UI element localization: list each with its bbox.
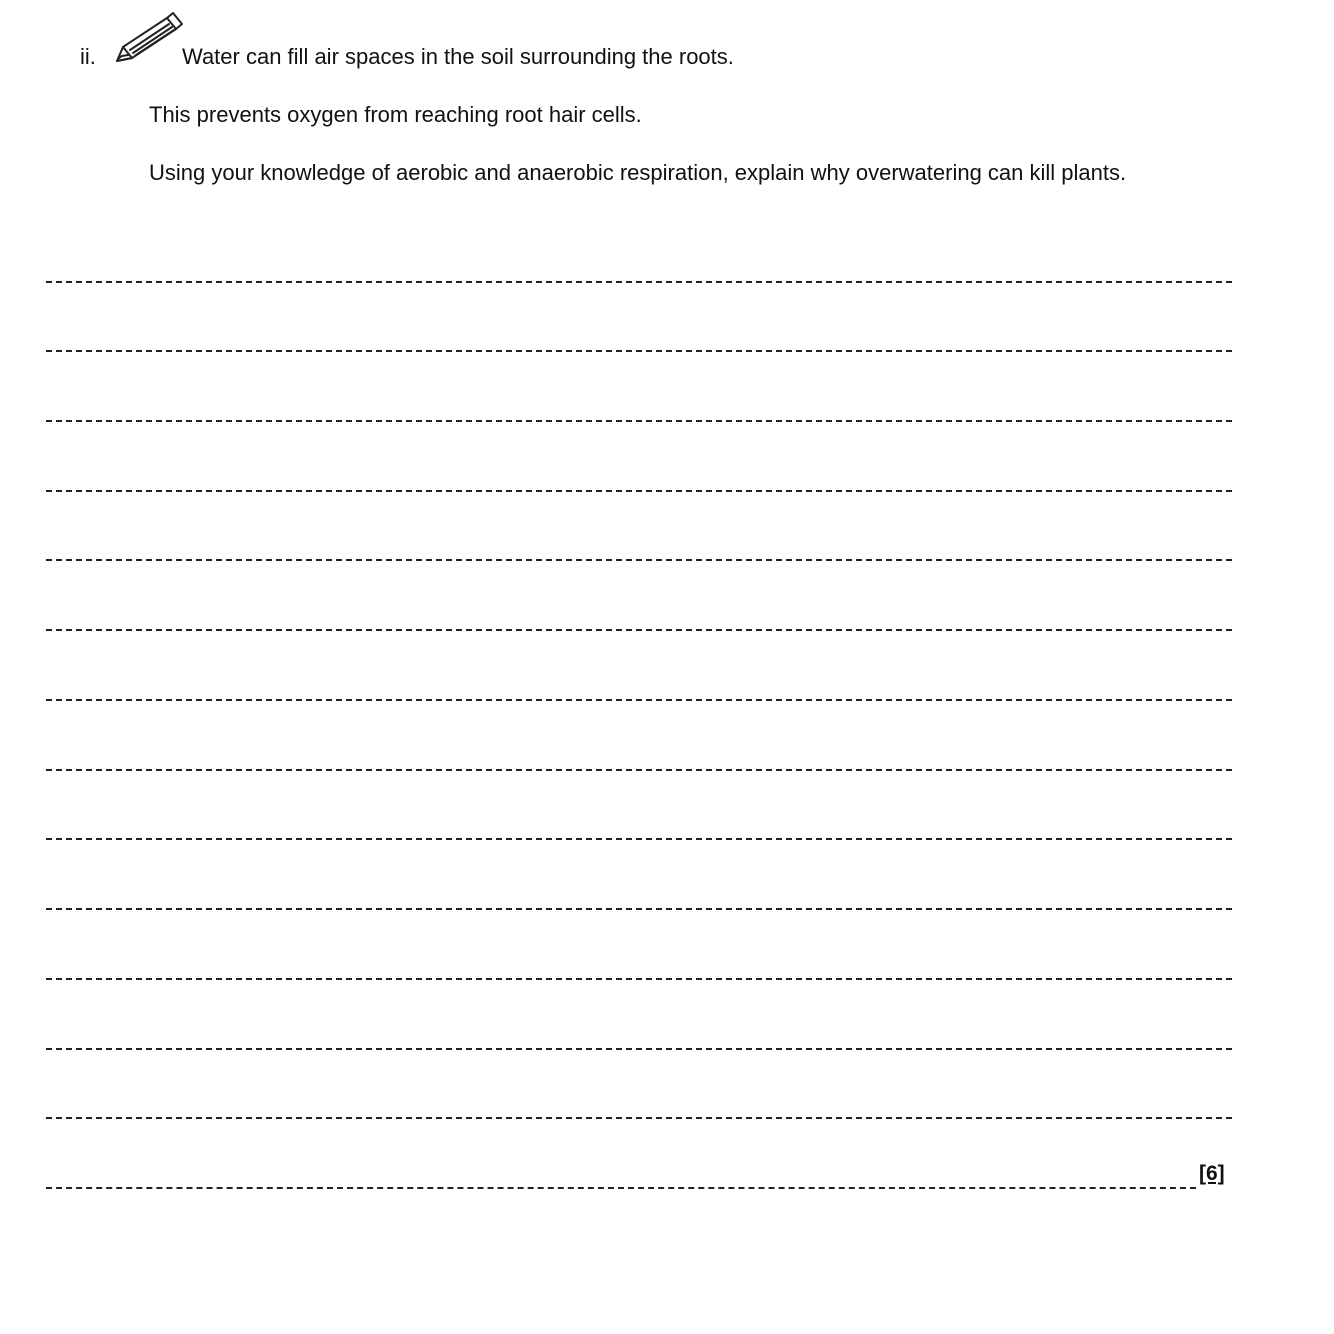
answer-line[interactable] [46,1187,1196,1189]
answer-line[interactable] [46,978,1232,980]
answer-line[interactable] [46,699,1232,701]
answer-line[interactable] [46,1117,1232,1119]
answer-line[interactable] [46,908,1232,910]
answer-line[interactable] [46,281,1232,283]
answer-line[interactable] [46,490,1232,492]
question-statement-2: This prevents oxygen from reaching root hair cells. [149,102,642,127]
question-number: ii. [80,44,96,69]
answer-line[interactable] [46,769,1232,771]
question-prompt: Using your knowledge of aerobic and anaerobic respiration, explain why overwatering can kill plants. [149,160,1127,185]
answer-line[interactable] [46,629,1232,631]
answer-line[interactable] [46,559,1232,561]
question-statement-1: Water can fill air spaces in the soil surrounding the roots. [182,44,734,69]
answer-line[interactable] [46,838,1232,840]
answer-line[interactable] [46,350,1232,352]
answer-area[interactable] [46,0,1232,1334]
answer-line[interactable] [46,1048,1232,1050]
answer-line[interactable] [46,420,1232,422]
marks-label: [6] [1199,1162,1225,1185]
